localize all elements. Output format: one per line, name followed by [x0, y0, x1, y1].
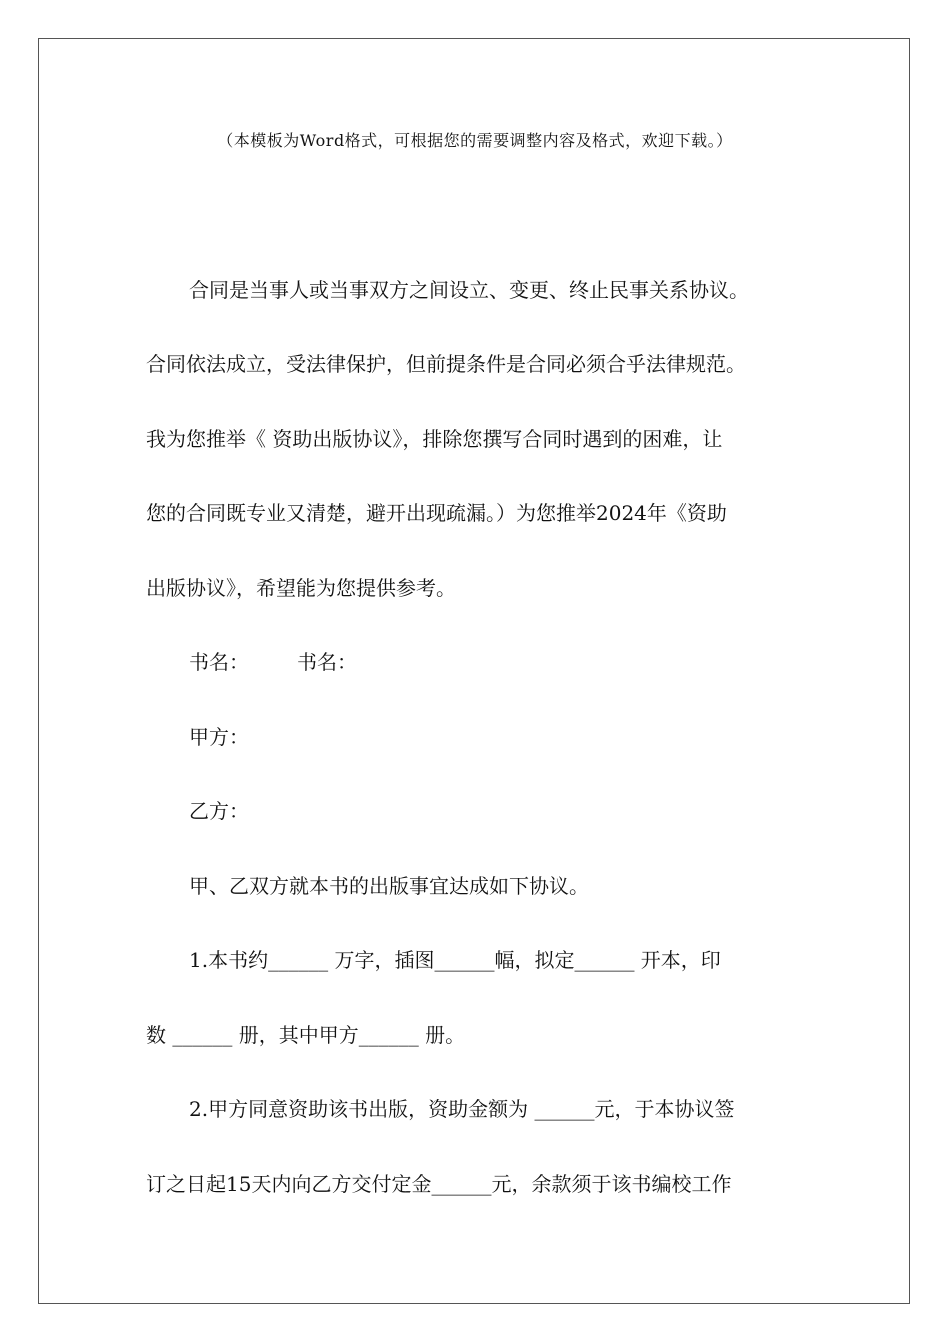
intro-line-3: 我为您推举《 资助出版协议》，排除您撰写合同时遇到的困难，让: [146, 427, 723, 451]
clause-1-line-1: 1.本书约______ 万字，插图______幅，拟定______ 开本，印: [189, 948, 721, 972]
clause-2-line-2: 订之日起15天内向乙方交付定金______元，余款须于该书编校工作: [146, 1172, 732, 1196]
book-title-label-2: 书名：: [297, 650, 357, 674]
clause-1-line-2: 数 ______ 册，其中甲方______ 册。: [146, 1023, 466, 1047]
party-a-label: 甲方：: [189, 725, 249, 749]
book-title-row: [189, 648, 357, 676]
template-note: （本模板为Word格式，可根据您的需要调整内容及格式，欢迎下载。）: [217, 131, 733, 150]
agreement-intro: 甲、乙双方就本书的出版事宜达成如下协议。: [189, 874, 589, 898]
book-title-label-1: 书名：: [189, 650, 249, 674]
intro-line-5: 出版协议》，希望能为您提供参考。: [146, 576, 456, 600]
clause-2-line-1: 2.甲方同意资助该书出版，资助金额为 ______元，于本协议签: [189, 1097, 735, 1121]
intro-line-4: 您的合同既专业又清楚，避开出现疏漏。）为您推举2024年《资助: [146, 501, 727, 525]
intro-line-1: 合同是当事人或当事双方之间设立、变更、终止民事关系协议。: [189, 278, 749, 302]
party-b-label: 乙方：: [189, 799, 249, 823]
intro-line-2: 合同依法成立，受法律保护，但前提条件是合同必须合乎法律规范。: [146, 352, 746, 376]
